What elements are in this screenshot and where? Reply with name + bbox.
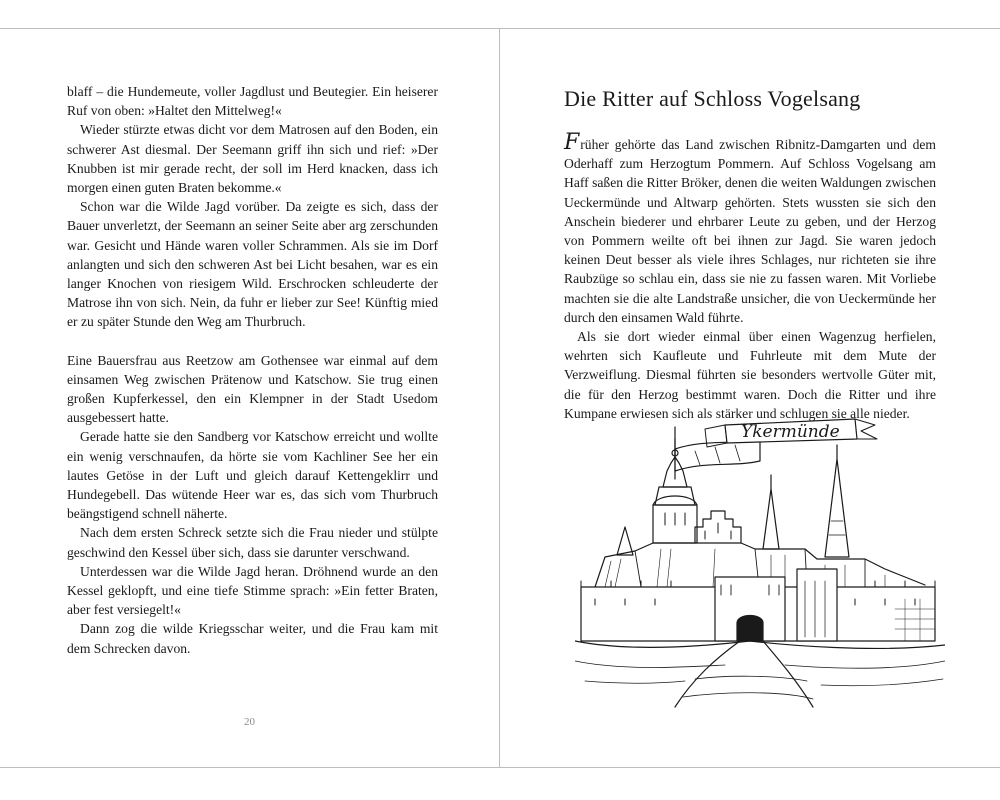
paragraph: blaff – die Hundemeute, voller Jagdlust und Beutegier. Ein heiserer Ruf von oben: »Haltet den Mittelweg!« (67, 84, 438, 119)
paragraph: Gerade hatte sie den Sandberg vor Katschow erreicht und wollte ein wenig verschnaufen, da hörte sie vom Kachliner See her ein lautes Getöse in der Luft und gleich darauf Kettengeklirr und Hundegebell. Das wütende Heer war es, das sich vom Thurbruch beängstigend schnell näherte. (67, 429, 438, 522)
paragraph: Eine Bauersfrau aus Reetzow am Gothensee war einmal auf dem einsamen Weg zwischen Prätenow und Katschow. Sie trug einen großen Kupferkessel, den ein Klempner in der Stadt Usedom ausgebessert hatte. (67, 352, 438, 426)
paragraph (564, 132, 936, 327)
left-text-column (67, 82, 438, 658)
right-page (500, 29, 1000, 767)
drop-cap: F (564, 130, 580, 155)
right-text-column (564, 132, 936, 423)
page-number: 20 (244, 716, 255, 728)
paragraph-text: rüher gehörte das Land zwischen Ribnitz-Damgarten und dem Oderhaff zum Herzogtum Pommern. Auf Schloss Vogelsang am Haff saßen die Ritter Bröker, denen die weiten Waldungen zwischen Ueckermünde und Altwarp gehörten. Stets wussten sie sich den Anschein biederer und ehrbarer Leute zu geben, und der Herzog von Pommern weilte oft bei ihnen zur Jagd. Sie waren jedoch keinen Deut besser als viele ihres Schlages, nur richteten sie ihre Raubzüge so schlau ein, dass sie nie zu fassen waren. Mit Vorliebe machten sie die alte Landstraße unsicher, die von Ueckermünde her durch den einsamen Wald führte. (564, 137, 936, 325)
paragraph: Nach dem ersten Schreck setzte sich die Frau nieder und stülpte geschwind den Kessel über sich, dass sie darunter verschwand. (67, 525, 438, 560)
paragraph: Wieder stürzte etwas dicht vor dem Matrosen auf den Boden, ein schwerer Ast diesmal. Der Seemann griff ihn sich und rief: »Der Knubben ist mir gerade recht, der soll im Herd knacken, dass ich morgen einen guten Braten bekomme.« (67, 122, 438, 196)
left-page (0, 29, 499, 767)
paragraph: Dann zog die wilde Kriegsschar weiter, und die Frau kam mit dem Schrecken davon. (67, 621, 438, 656)
paragraph: Als sie dort wieder einmal über einen Wagenzug herfielen, wehrten sich Kaufleute und Fuhrleute mit dem Mute der Verzweiflung. Diesmal führten sie besonders wertvolle Güter mit, die für den Herzog bestimmt waren. Doch die Ritter und ihre Kumpane erwiesen sich als stärker und schlugen sie alle nieder. (564, 329, 936, 421)
chapter-title: Die Ritter auf Schloss Vogelsang (564, 86, 861, 111)
banner-label: Ykermünde (741, 422, 840, 442)
town-illustration (575, 409, 945, 709)
paragraph: Schon war die Wilde Jagd vorüber. Da zeigte es sich, dass der Bauer unverletzt, der Seemann an seiner Seite aber arg zerschunden war. Gesicht und Hände waren voller Schrammen. Als sie im Dorf anlangten und sich den schweren Ast bei Licht besahen, war es ein langer Knochen von riesigem Wild. Erschrocken schleuderte der Matrose ihn von sich. Nein, da fuhr er lieber zur See! Künftig mied er zu später Stunde den Weg am Thurbruch. (67, 199, 438, 330)
paragraph: Unterdessen war die Wilde Jagd heran. Dröhnend wurde an den Kessel geklopft, und eine tiefe Stimme sprach: »Ein fetter Braten, aber fest versiegelt!« (67, 563, 438, 618)
book-spread (0, 28, 1000, 768)
